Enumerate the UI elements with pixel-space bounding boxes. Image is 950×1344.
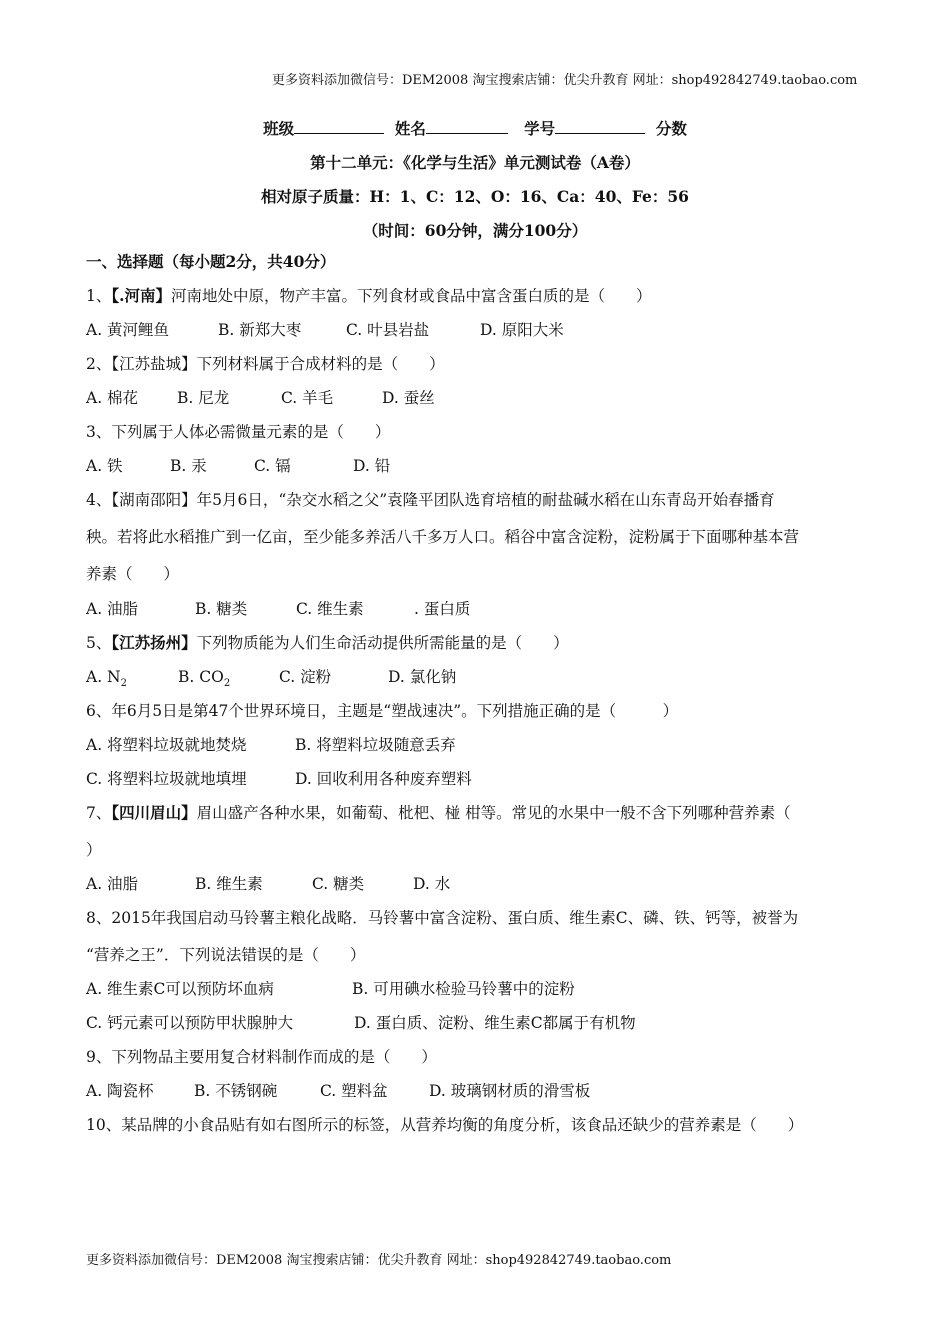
q8-option-a[interactable]: A. 维生素C可以预防坏血病 [86,980,274,998]
q6-option-a[interactable]: A. 将塑料垃圾就地焚烧 [86,736,247,754]
q7-option-b[interactable]: B. 维生素 [195,875,263,893]
page-footer: 更多资料添加微信号：DEM2008 淘宝搜索店铺：优尖升教育 网址：shop492842749.taobao.com [86,1253,672,1268]
q7-option-d[interactable]: D. 水 [413,875,451,893]
q9-option-c[interactable]: C. 塑料盆 [320,1082,388,1100]
q3-option-b[interactable]: B. 汞 [170,457,207,475]
q8-options-row-1 [86,979,575,999]
number-blank[interactable] [555,119,645,134]
q1-option-a[interactable]: A. 黄河鲤鱼 [86,321,170,339]
q7-option-c[interactable]: C. 糖类 [312,875,365,893]
q2-options [86,388,435,408]
atomic-mass-line: 相对原子质量：H：1、C：12、O：16、Ca：40、Fe：56 [261,187,689,206]
q1-tag: 【.河南】 [111,286,172,305]
question-9: 9、下列物品主要用复合材料制作而成的是（ ） [86,1048,437,1066]
q1-option-c[interactable]: C. 叶县岩盐 [346,321,430,339]
q1-text: 河南地处中原，物产丰富。下列食材或食品中富含蛋白质的是（ ） [171,287,652,305]
q4-option-d[interactable]: . 蛋白质 [414,600,471,618]
q6-options-row-2 [86,769,472,789]
q3-options [86,456,390,476]
q5-number: 5、 [86,634,112,652]
student-info-line [0,117,950,139]
question-8-line-1: 8、2015年我国启动马铃薯主粮化战略．马铃薯中富含淀粉、蛋白质、维生素C、磷、铁、钙等，被誉为 [86,909,799,927]
q7-text: 眉山盛产各种水果，如葡萄、枇杷、椪 柑等。常见的水果中一般不含下列哪种营养素（ [196,804,791,822]
q9-options [86,1081,590,1101]
q7-number: 7、 [86,804,112,822]
question-2: 2、【江苏盐城】下列材料属于合成材料的是（ ） [86,355,445,373]
q9-option-a[interactable]: A. 陶瓷杯 [86,1082,154,1100]
q2-option-a[interactable]: A. 棉花 [86,389,139,407]
q5-option-d[interactable]: D. 氯化钠 [388,668,457,686]
q8-option-c[interactable]: C. 钙元素可以预防甲状腺肿大 [86,1014,294,1032]
q5-option-b[interactable]: B. $CO_2$ [178,668,231,690]
question-4-line-3: 养素（ ） [86,565,180,583]
question-4-line-1: 4、【湖南邵阳】年5月6日，“杂交水稻之父”袁隆平团队选育培植的耐盐碱水稻在山东青岛开始春播育 [86,491,775,509]
time-line: （时间：60分钟，满分100分） [362,221,588,240]
question-1 [86,286,652,306]
question-3: 3、下列属于人体必需微量元素的是（ ） [86,423,391,441]
q4-option-a[interactable]: A. 油脂 [86,600,139,618]
q5-tag: 【江苏扬州】 [111,633,197,652]
section-heading: 一、选择题（每小题2分，共40分） [86,252,336,271]
q7-options [86,874,450,894]
q5-option-a[interactable]: A. $N_2$ [86,668,127,690]
name-label: 姓名 [394,119,426,138]
question-8-line-2: “营养之王”．下列说法错误的是（ ） [86,946,366,964]
q5-option-c[interactable]: C. 淀粉 [279,668,332,686]
q3-option-c[interactable]: C. 镉 [254,457,291,475]
name-blank[interactable] [426,119,508,134]
q9-option-b[interactable]: B. 不锈钢碗 [194,1082,278,1100]
q6-option-b[interactable]: B. 将塑料垃圾随意丢弃 [295,736,456,754]
q4-option-c[interactable]: C. 维生素 [296,600,364,618]
q1-option-b[interactable]: B. 新郑大枣 [218,321,302,339]
q2-option-c[interactable]: C. 羊毛 [281,389,334,407]
question-6: 6、年6月5日是第47个世界环境日，主题是“塑战速决”。下列措施正确的是（ ） [86,702,679,720]
q8-option-d[interactable]: D. 蛋白质、淀粉、维生素C都属于有机物 [354,1014,636,1032]
page-header: 更多资料添加微信号：DEM2008 淘宝搜索店铺：优尖升教育 网址：shop492842749.taobao.com [272,73,858,88]
q2-option-b[interactable]: B. 尼龙 [177,389,230,407]
q7-option-a[interactable]: A. 油脂 [86,875,139,893]
class-label: 班级 [263,119,295,138]
class-blank[interactable] [294,119,384,134]
q1-options [86,320,564,340]
q1-number: 1、 [86,287,112,305]
q6-option-d[interactable]: D. 回收利用各种废弃塑料 [295,770,472,788]
question-10: 10、某品牌的小食品贴有如右图所示的标签，从营养均衡的角度分析，该食品还缺少的营养素是（ ） [86,1116,804,1134]
q8-options-row-2 [86,1013,636,1033]
score-label: 分数 [655,119,687,138]
q2-option-d[interactable]: D. 蚕丝 [382,389,435,407]
q3-option-d[interactable]: D. 铅 [353,457,391,475]
question-4-line-2: 秧。若将此水稻推广到一亿亩，至少能多养活八千多万人口。稻谷中富含淀粉，淀粉属于下面哪种基本营 [86,528,800,546]
q1-option-d[interactable]: D. 原阳大米 [480,321,564,339]
q6-options-row-1 [86,735,456,755]
q4-options [86,599,470,619]
question-7-line-2: ） [86,841,102,859]
q4-option-b[interactable]: B. 糖类 [195,600,248,618]
q8-option-b[interactable]: B. 可用碘水检验马铃薯中的淀粉 [352,980,575,998]
number-label: 学号 [524,119,556,138]
q3-option-a[interactable]: A. 铁 [86,457,123,475]
q6-option-c[interactable]: C. 将塑料垃圾就地填埋 [86,770,247,788]
page-title: 第十二单元：《化学与生活》单元测试卷（A卷） [310,153,640,172]
q9-option-d[interactable]: D. 玻璃钢材质的滑雪板 [429,1082,591,1100]
question-7 [86,803,791,823]
question-5 [86,633,569,653]
q7-tag: 【四川眉山】 [111,803,197,822]
q5-options [86,667,456,694]
q5-text: 下列物质能为人们生命活动提供所需能量的是（ ） [196,634,569,652]
